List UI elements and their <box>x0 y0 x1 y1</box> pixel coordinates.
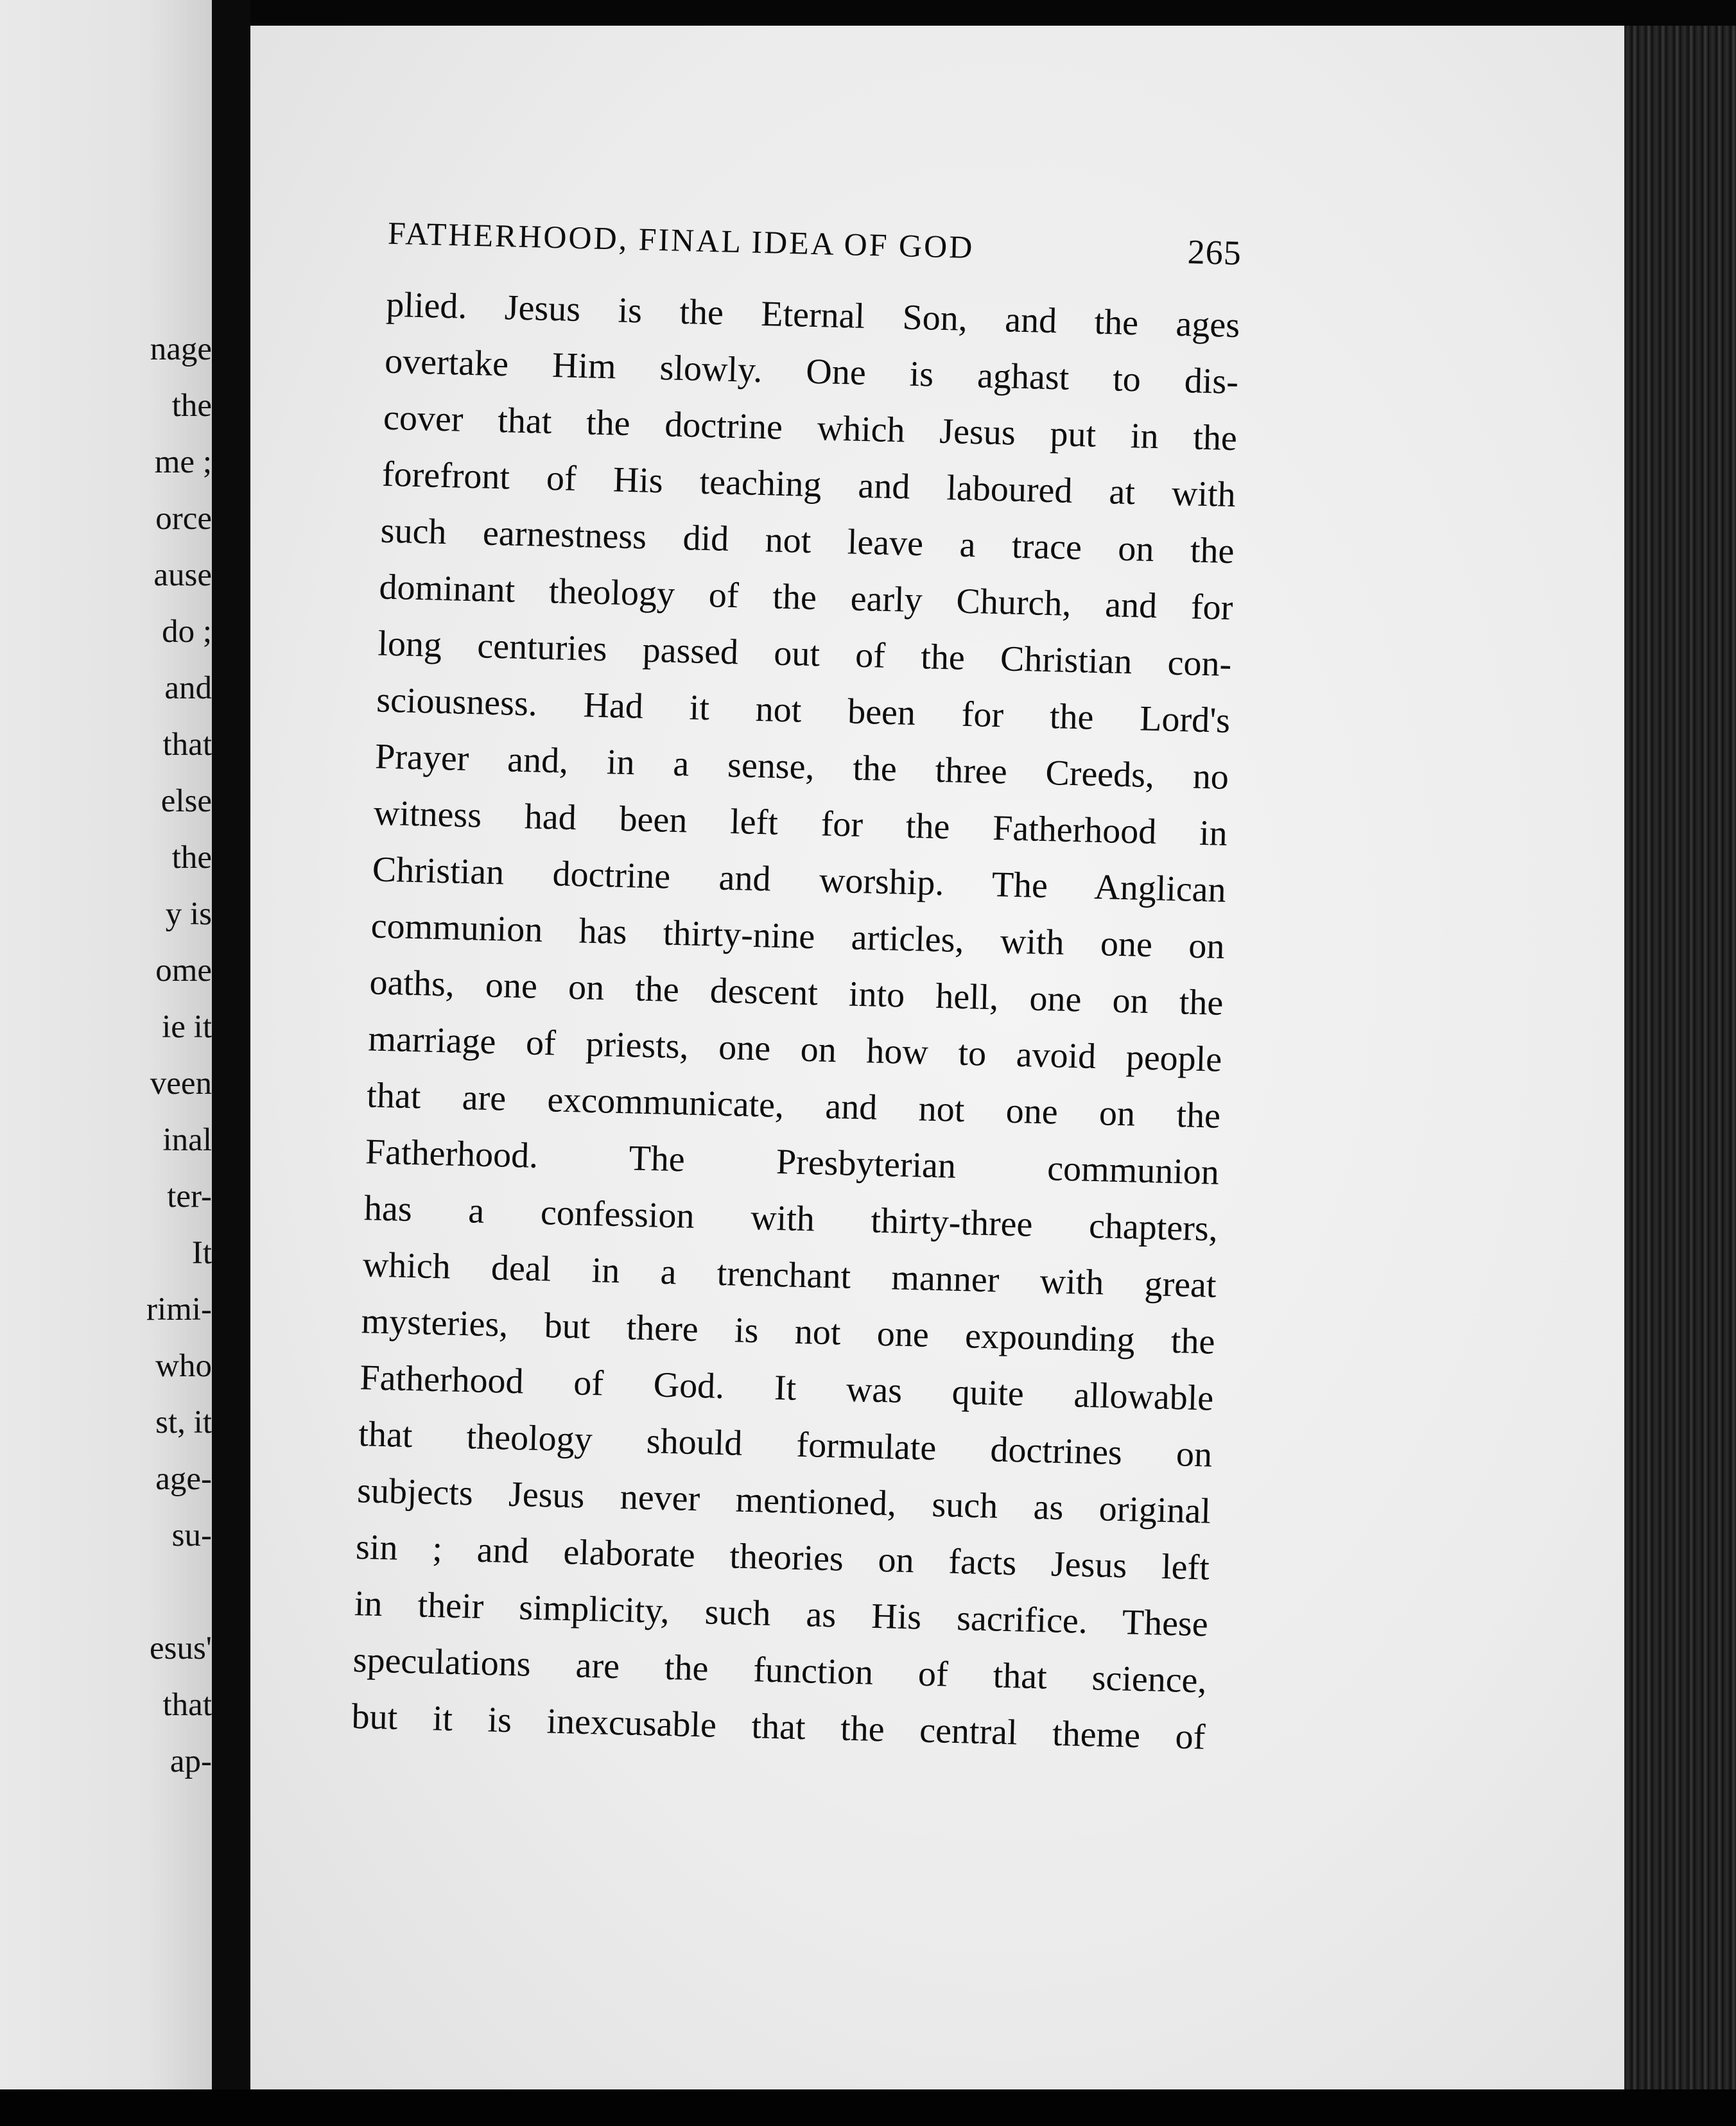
body-text <box>351 277 1241 1766</box>
left-page-line: the <box>171 388 212 424</box>
left-page-line: do ; <box>162 614 212 650</box>
text-line: witness had been left for the Fatherhood in <box>373 793 1228 854</box>
left-page-line: su- <box>171 1517 212 1553</box>
left-page-line: ap- <box>169 1743 212 1779</box>
left-page-line: veen <box>150 1066 212 1102</box>
left-page-text <box>146 321 212 1790</box>
text-line: which deal in a trenchant manner with great <box>362 1245 1217 1306</box>
left-page-line: ter- <box>167 1179 212 1214</box>
left-page-line: age- <box>155 1461 212 1497</box>
left-page-line <box>146 1564 212 1620</box>
left-page-line: inal <box>162 1122 212 1158</box>
text-line: that theology should formulate doctrines on <box>358 1414 1213 1475</box>
text-line: communion has thirty-nine articles, with one on <box>370 906 1226 967</box>
left-page-line: It <box>191 1235 212 1271</box>
book-fore-edge <box>1624 26 1736 2089</box>
text-line: subjects Jesus never mentioned, such as original <box>356 1471 1211 1532</box>
left-page-line: me ; <box>154 444 212 480</box>
scan-bottom-edge <box>0 2089 1736 2126</box>
text-line: speculations are the function of that science, <box>352 1640 1208 1701</box>
text-line: long centuries passed out of the Christian con- <box>377 623 1232 685</box>
text-line: that are excommunicate, and not one on the <box>366 1075 1221 1136</box>
page-number: 265 <box>1187 232 1242 273</box>
running-head-title: FATHERHOOD, FINAL IDEA OF GOD <box>387 214 975 266</box>
left-page-line: that <box>162 1687 212 1723</box>
left-page-line: rimi- <box>146 1292 212 1327</box>
text-line: has a confession with thirty-three chapters, <box>363 1188 1219 1249</box>
left-page-line: ause <box>153 557 212 593</box>
page <box>250 26 1624 2089</box>
book-gutter <box>212 0 250 2126</box>
text-block <box>332 212 1268 1766</box>
left-page-line: else <box>161 783 212 819</box>
text-line: cover that the doctrine which Jesus put in the <box>383 397 1238 459</box>
text-line: marriage of priests, one on how to avoid people <box>367 1019 1222 1080</box>
left-page-line: the <box>171 840 212 876</box>
text-line: such earnestness did not leave a trace on the <box>380 510 1235 572</box>
text-line: Fatherhood. The Presbyterian communion <box>365 1132 1220 1193</box>
left-page-line: orce <box>155 501 212 537</box>
text-line: mysteries, but there is not one expounding the <box>361 1301 1216 1362</box>
left-page-fragment <box>0 0 212 2126</box>
text-line: in their simplicity, such as His sacrifice. These <box>354 1584 1209 1645</box>
left-page-line: esus' <box>149 1630 212 1666</box>
left-page-line: y is <box>165 896 212 932</box>
text-line: sciousness. Had it not been for the Lord's <box>376 680 1231 741</box>
text-line: Christian doctrine and worship. The Anglican <box>372 849 1227 910</box>
text-line: sin ; and elaborate theories on facts Jesus left <box>355 1527 1210 1588</box>
text-line: forefront of His teaching and laboured at with <box>381 454 1237 515</box>
left-page-line: and <box>164 670 212 706</box>
text-line: plied. Jesus is the Eternal Son, and the ages <box>385 284 1240 346</box>
left-page-line: who <box>155 1348 212 1384</box>
text-line: Prayer and, in a sense, the three Creeds, no <box>374 736 1229 797</box>
left-page-line: that <box>162 727 212 763</box>
text-line: overtake Him slowly. One is aghast to dis- <box>384 341 1239 402</box>
left-page-line: st, it <box>155 1404 212 1440</box>
text-line: Fatherhood of God. It was quite allowable <box>359 1358 1214 1419</box>
left-page-line: ome <box>155 953 212 989</box>
text-line: but it is inexcusable that the central theme of <box>351 1697 1206 1758</box>
left-page-line: nage <box>150 331 212 367</box>
left-page-line: ie it <box>162 1009 212 1045</box>
text-line: oaths, one on the descent into hell, one on the <box>369 962 1224 1023</box>
text-line: dominant theology of the early Church, and for <box>378 567 1234 628</box>
